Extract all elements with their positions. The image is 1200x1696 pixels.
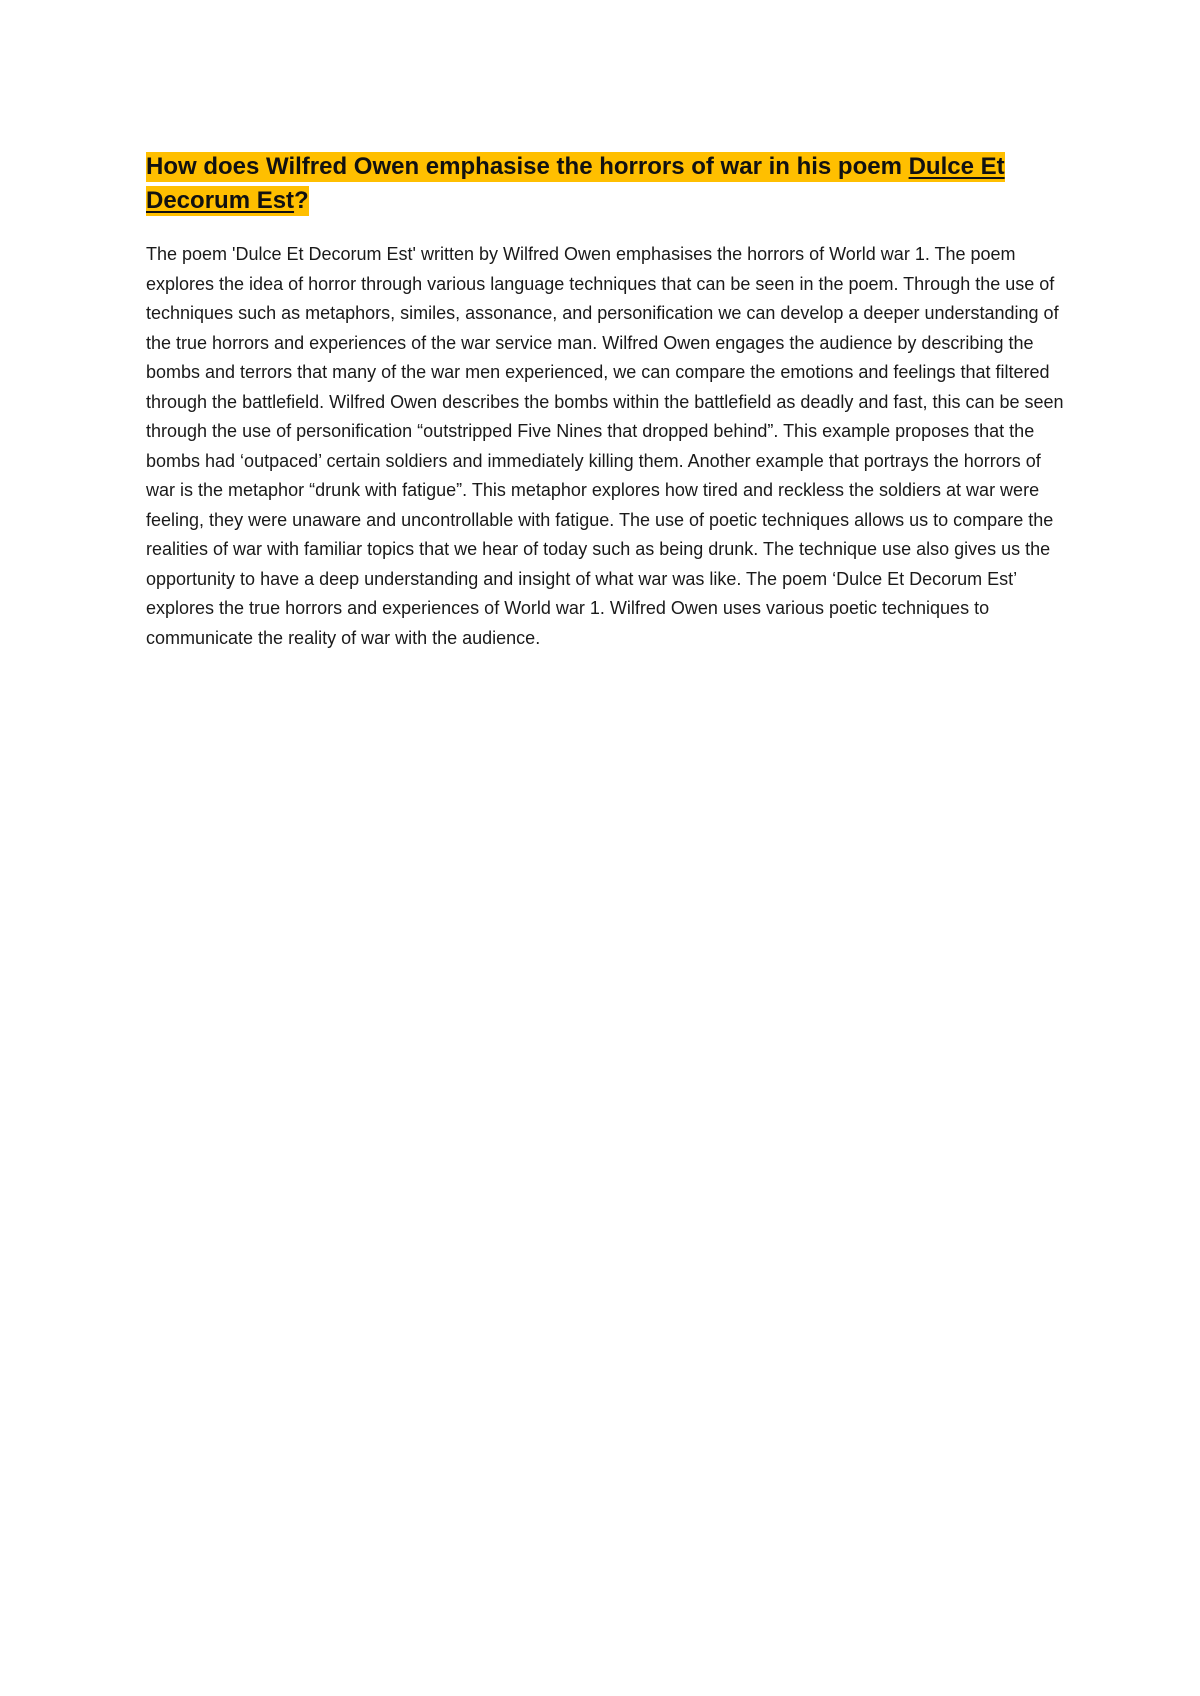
- document-content: [146, 150, 1066, 653]
- heading-highlight: [146, 152, 1005, 216]
- essay-paragraph: The poem 'Dulce Et Decorum Est' written by Wilfred Owen emphasises the horrors of World war 1. The poem explores the idea of horror through various language techniques that can be seen in the poem. Through the use of techniques such as metaphors, similes, assonance, and personification we can develop a deeper understanding of the true horrors and experiences of the war service man. Wilfred Owen engages the audience by describing the bombs and terrors that many of the war men experienced, we can compare the emotions and feelings that filtered through the battlefield. Wilfred Owen describes the bombs within the battlefield as deadly and fast, this can be seen through the use of personification “outstripped Five Nines that dropped behind”. This example proposes that the bombs had ‘outpaced’ certain soldiers and immediately killing them. Another example that portrays the horrors of war is the metaphor “drunk with fatigue”. This metaphor explores how tired and reckless the soldiers at war were feeling, they were unaware and uncontrollable with fatigue. The use of poetic techniques allows us to compare the realities of war with familiar topics that we hear of today such as being drunk. The technique use also gives us the opportunity to have a deep understanding and insight of what war was like. The poem ‘Dulce Et Decorum Est’ explores the true horrors and experiences of World war 1. Wilfred Owen uses various poetic techniques to communicate the reality of war with the audience.: [146, 244, 1064, 648]
- essay-question-heading: [146, 150, 1066, 218]
- poem-title-part-1: Dulce Et: [908, 153, 1005, 180]
- heading-suffix: ?: [294, 187, 309, 214]
- poem-title-part-2: Decorum Est: [146, 187, 295, 214]
- heading-prefix: How does Wilfred Owen emphasise the horrors of war in his poem: [146, 153, 909, 180]
